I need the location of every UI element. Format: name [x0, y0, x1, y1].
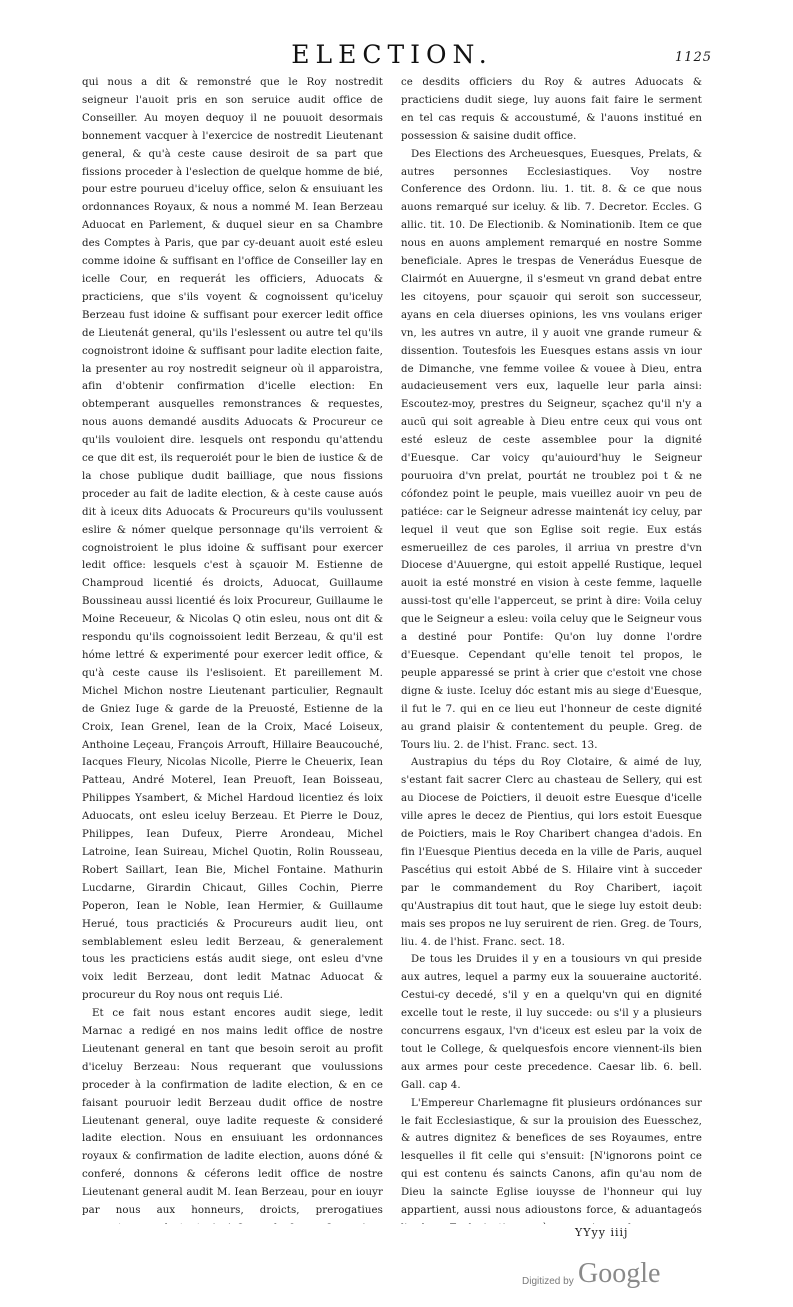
- left-paragraph-2: Et ce fait nous estant encores audit siege, ledit Marnac a redigé en nos mains ledit office de nostre Lieutenant general en tant que besoin seroit au profit d'iceluy Berzeau: Nous requerant que voulussions proceder à la confirmation de ladite election, & en ce faisant pouruoir ledit Berzeau dudit office de nostre Lieutenant general, ouye ladite requeste & consideré ladite election. Nous en ensuiuant les ordonnances royaux & confirmation de ladite election, auons dóné & conferé, donnons & céferons ledit office de nostre Lieutenant general audit M. Iean Berzeau, pour en iouyr par nous aux honneurs, droicts, prerogatiues: [82, 1008, 383, 1217]
- two-column-body: [82, 74, 702, 1224]
- right-paragraph-4: De tous les Druides il y en a tousiours vn qui preside aux autres, lequel a parmy eux la souueraine auctorité. Cestui-cy decedé, s'il y en a quelqu'vn qui en dignité excelle tout le reste, il luy succede: ou s'il y a plusieurs concurrens esgaux, l'vn d'iceux est esleu par la voix de tout le College, & quelquesfois encore viennent-ils bien aux armes pour ceste precedence. Caesar lib. 6. bell. Gall. cap 4.: [401, 954, 702, 1091]
- right-paragraph-1: ce desdits officiers du Roy & autres Aduocats & practiciens dudit siege, luy auons fait faire le serment en tel cas requis & accoustumé, & l'auons institué en possession & saisine dudit office.: [401, 77, 702, 142]
- google-watermark: [522, 1258, 762, 1298]
- page-header: [82, 40, 712, 74]
- right-paragraph-5: L'Empereur Charlemagne fit plusieurs ordónances sur le fait Ecclesiastique, & sur la prouision des Euesschez, & autres dignitez & benefices de ses Royaumes, entre lesquelles il fit celle qui s'ensuit: [N'ignorons point ce qui est contenu és saincts Canons, afin qu'au nom de Dieu la saincte Eglise iouysse de l'honneur qui luy appartient, aussi nous adioustons force, & aduantageós: [401, 1097, 702, 1217]
- page-number: 1125: [674, 50, 712, 65]
- watermark-prefix: Digitized by: [522, 1276, 574, 1287]
- left-column: [82, 74, 383, 1224]
- running-title: ELECTION.: [291, 40, 493, 69]
- right-column: [401, 74, 702, 1224]
- left-paragraph-1: qui nous a dit & remonstré que le Roy nostredit seigneur l'auoit pris en son seruice audit office de Conseiller. Au moyen dequoy il ne pouuoit desormais bonnement vacquer à l'exercice de nostredit Lieutenant general, & qu'à ceste cause desiroit de sa part que fissions proceder à l'eslection de quelque homme de bié, pour estre pourueu d'iceluy office, selon & ensuiuant les ordonnances Royaux, & nous a nommé M. Iean Berzeau Aduocat en Parlement, & duquel sieur en sa Chambre des Comptes à Paris, que par cy-deuant auoit esté esleu comme idoine & suffisant en l'office de Conseiller lay en icelle Cour, en requerát les officiers, Aduocats & practiciens, que s'ils voyent & cognoissent qu'iceluy Berzeau fust idoine & suffisant pour exercer ledit office de Lieutenát general, qu'ils l'eslessent ou autre tel qu'ils cognoistront idoine & suffisant pour ladite election faite, la presenter au roy nostredit seigneur où il apparoistra, afin d'obtenir confirmation d'icelle election: En obtemperant ausquelles remonstrances & requestes, nous auons demandé ausdits Aduocats & Procureur ce qu'ils vouloient dire. lesquels ont respondu qu'attendu ce que dit est, ils requeroiét pour le bien de iustice & de la chose publique dudit bailliage, que nous fissions proceder au fait de ladite election, & à ceste cause auós dit à iceux dits Aduocats & Procureurs qu'ils voulussent eslire & nómer quelque personnage qu'ils verroient & cognoistroient le plus idoine & suffisant pour exercer ledit office: lesquels c'est à sçauoir M. Estienne de Champroud licentié és droicts, Aduocat, Guillaume Boussineau aussi licentié és loix Procureur, Guillaume le Moine Receueur, & Nicolas Q otin esleu, nous ont dit & respondu qu'ils cognoissoient ledit Berzeau, & qu'il est hóme lettré & experimenté pour exercer ledit office, & qu'à ceste cause ils l'eslisoient. Et pareillement M. Michel Michon nostre Lieutenant particulier, Regnault de Gniez Iuge & garde de la Preuosté, Estienne de la Croix, Iean Grenel, Iean de la Croix, Macé Loiseux, Anthoine Leçeau, François Arrouft, Hillaire Beaucouché, Iacques Fleury, Nicolas Nicolle, Pierre le Cheuerix, Iean Patteau, André Moterel, Iean Preuoft, Iean Boisseau, Philippes Ysambert, & Michel Hardoud licentiez és loix Aduocats, ont esleu iceluy Berzeau. Et Pierre le Douz, Philippes, Iean Dufeux, Pierre Arondeau, Michel Latroine, Iean Suireau, Michel Quotin, Rolin Rousseau, Robert Saillart, Iean Bie, Michel Fontaine. Mathurin Lucdarne, Girardin Chicaut, Gilles Cochin, Pierre Poperon, Iean le Noble, Iean Hermier, & Guillaume Herué, tous practiciés & Procureurs audit lieu, ont semblablement esleu ledit Berzeau, & generalement tous les practiciens estás audit siege, ont esleu d'vne voix ledit Berzeau, dont ledit Matnac Aduocat & procureur du Roy nous ont requis Lié.: [82, 77, 383, 1002]
- right-paragraph-3: Austrapius du téps du Roy Clotaire, & aimé de luy, s'estant fait sacrer Clerc au chasteau de Sellery, qui est au Diocese de Poictiers, il deuoit estre Euesque d'icelle ville apres le decez de Pientius, qui lors estoit Euesque de Poictiers, mais le Roy Charibert changea d'adois. En fin l'Euesque Pientius deceda en la ville de Paris, auquel Pascétius qui estoit Abbé de S. Hilaire vint à succeder par le commandement du Roy Charibert, iaçoit qu'Austrapius dit tout haut, que le siege luy estoit deub: mais ses propos ne luy seruirent de rien. Greg. de Tours, liu. 4. de l'hist. Franc. sect. 18.: [401, 757, 702, 948]
- right-paragraph-2: Des Elections des Archeuesques, Euesques, Prelats, & autres personnes Ecclesiastiques. Voy nostre Conference des Ordonn. liu. 1. tit. 8. & ce que nous auons remarqué sur iceluy. & lib. 7. Decretor. Eccles. G allic. tit. 10. De Electionib. & Nominationib. Item ce que nous en auons amplement remarqué en nostre Somme beneficiale. Apres le trespas de Venerádus Euesque de Clairmót en Auuergne, il s'esmeut vn grand debat entre les citoyens, pour sçauoir qui seroit son successeur, ayans en cela diuerses opinions, les vns voulans eriger vn, les autres vn autre, il y auoit vne grande rumeur & dissention. Toutesfois les Euesques estans assis vn iour de Dimanche, vne femme voilee & vouee à Dieu, entra audacieusement vers eux, laquelle leur parla ainsi: Escoutez-moy, prestres du Seigneur, sçachez qu'il n'y a aucũ qui soit agreable à Dieu entre ceux qui vous ont esté esleuz de ceste assemblee pour la dignité d'Euesque. Car voicy qu'auiourd'huy le Seigneur pouruoira d'vn prelat, pourtát ne troublez poi t & ne cófondez point le peuple, mais vueillez auoir vn peu de patiéce: car le Seigneur adresse maintenát icy celuy, par lequel il veut que son Eglise soit regie. Eux estás esmerueillez de ces paroles, il arriua vn prestre d'vn Diocese d'Auuergne, qui estoit appellé Rustique, lequel auoit ia esté monstré en vision à ceste femme, laquelle aussi-tost qu'elle l'apperceut, se print à dire: Voila celuy que le Seigneur a esleu: voila celuy que le Seigneur vous a destiné pour Pontife: Qu'on luy donne l'ordre d'Euesque. Cependant qu'elle tenoit tel propos, le peuple apparessé se print à crier que c'estoit vne chose digne & iuste. Iceluy dóc estant mis au siege d'Euesque, il fut le 7. qui en ce lieu eut l'honneur de ceste dignité au grand plaisir & contentement du peuple. Greg. de Tours liu. 2. de l'hist. Franc. sect. 13.: [401, 148, 702, 751]
- signature-mark: YYyy iiij: [575, 1226, 629, 1239]
- google-logo: Google: [578, 1258, 661, 1289]
